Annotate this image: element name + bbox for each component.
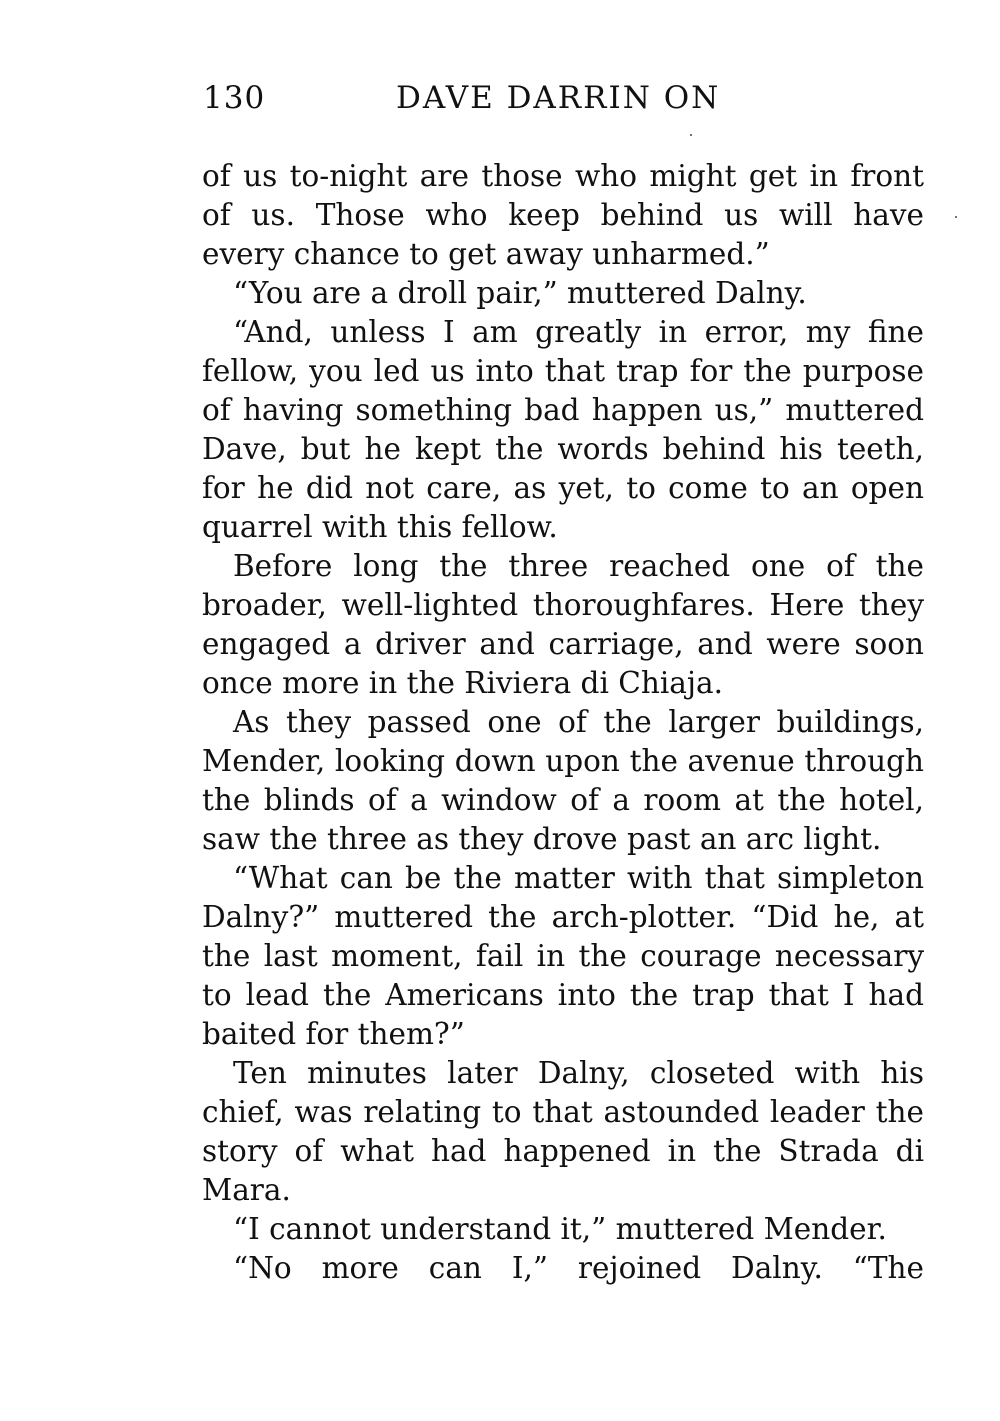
paragraph: As they passed one of the larger buildings, Mender, looking down upon the avenue through the blinds of a window of a room at the hotel, saw the three as they drove past an arc light.	[202, 705, 924, 856]
paragraph: “I cannot understand it,” muttered Mender.	[233, 1212, 887, 1246]
running-head	[203, 80, 923, 124]
paragraph-continuation: of us to-night are those who might get in front of us. Those who keep behind us will have every chance to get away unharmed.”	[202, 159, 924, 271]
paragraph: “No more can I,” rejoined Dalny. “The	[233, 1251, 924, 1285]
page-number: 130	[203, 80, 266, 116]
paragraph: Ten minutes later Dalny, closeted with his chief, was relating to that astounded leader the story of what had happened in the Strada di Mara.	[202, 1056, 924, 1207]
paragraph: “And, unless I am greatly in error, my fine fellow, you led us into that trap for the purpose of having something bad happen us,” muttered Dave, but he kept the words behind his teeth, for he did not care, as yet, to come to an open quarrel with this fellow.	[202, 315, 924, 544]
paragraph: Before long the three reached one of the broader, well-lighted thoroughfares. Here they engaged a driver and carriage, and were soon once more in the Riviera di Chiaja.	[202, 549, 924, 700]
paragraph: “What can be the matter with that simpleton Dalny?” muttered the arch-plotter. “Did he, at the last moment, fail in the courage necessary to lead the Americans into the trap that I had baited for them?”	[202, 861, 924, 1051]
paragraph: “You are a droll pair,” muttered Dalny.	[233, 276, 807, 310]
running-title: DAVE DARRIN ON	[396, 80, 721, 116]
print-speck	[955, 216, 957, 218]
body-text	[202, 157, 924, 1288]
print-speck	[690, 134, 692, 136]
